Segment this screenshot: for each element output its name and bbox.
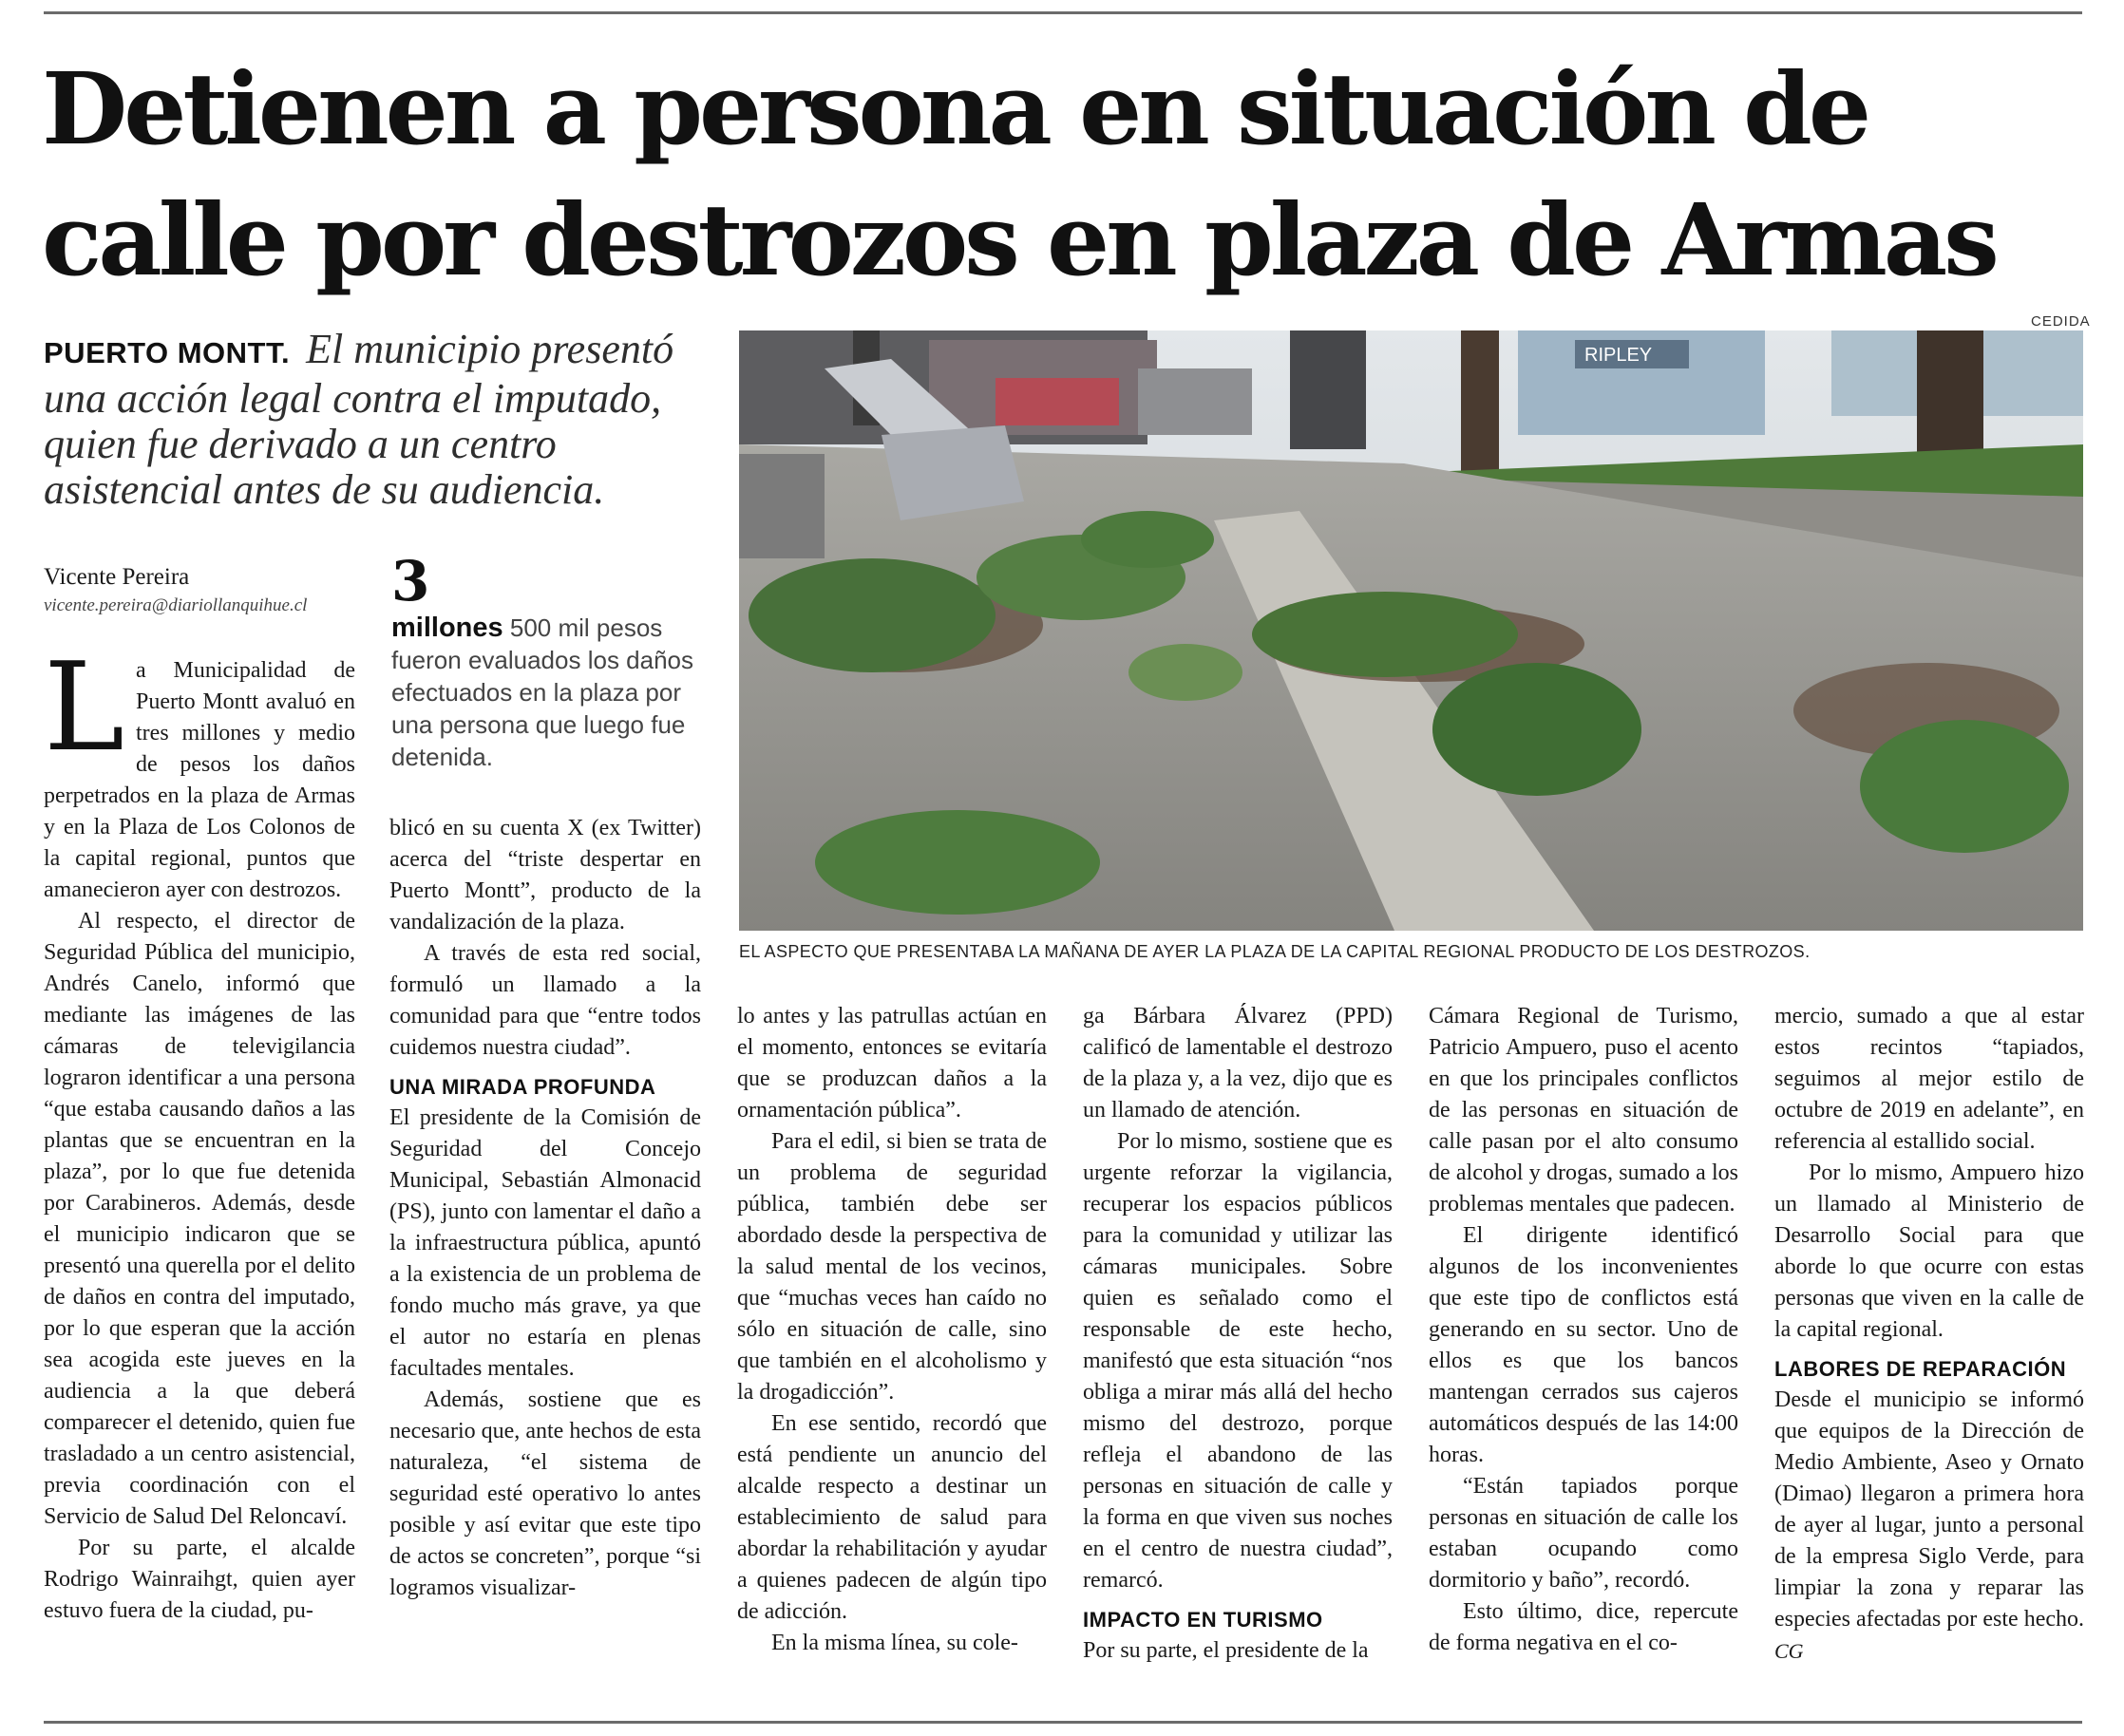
stat-number: 3 <box>391 549 430 613</box>
paragraph: En la misma línea, su cole- <box>771 1631 1018 1655</box>
paragraph: Al respecto, el director de Seguridad Pública del municipio, Andrés Canelo, informó que mediante las imágenes de las cámaras de televigilancia lograron identificar a una persona “que estaba causando daños a las plantas que se encuentran en la plaza”, por lo que fue detenida por Carabineros. Además, desde el municipio indicaron que se presentó una querella por el delito de daños en contra del imputado, por lo que esperan que la acción sea acogida este jueves en la audiencia a la que deberá comparecer el detenido, quien fue trasladado a un centro asistencial, previa coordinación con el Servicio de Salud Del Reloncaví. <box>44 909 355 1529</box>
headline-line-2: calle por destrozos en plaza de Armas <box>42 181 1996 298</box>
column-5 <box>1429 1001 1738 1659</box>
paragraph: Por su parte, el presidente de la <box>1083 1638 1369 1663</box>
author-email: vicente.pereira@diariollanquihue.cl <box>44 595 308 615</box>
ripley-sign: RIPLEY <box>1584 345 1653 366</box>
end-mark: CG <box>1774 1639 1804 1663</box>
column-2 <box>389 813 701 1604</box>
drop-cap: L <box>44 637 124 779</box>
subheading-labores-de-reparacion: LABORES DE REPARACIÓN <box>1774 1357 2067 1381</box>
article-photo <box>739 330 2083 931</box>
subheading-una-mirada-profunda: UNA MIRADA PROFUNDA <box>389 1075 656 1099</box>
paragraph: “Están tapiados porque personas en situación de calle los estaban ocupando como dormitorio y baño”, recordó. <box>1429 1474 1738 1593</box>
stat-text <box>391 612 705 773</box>
dateline: PUERTO MONTT. <box>44 336 291 369</box>
final-paragraph-text: Desde el municipio se informó que equipos de la Dirección de Medio Ambiente, Aseo y Ornato (Dimao) llegaron a primera hora de ayer al lugar, junto a personal de la empresa Siglo Verde, para limpiar la zona y reparar las especies afectadas por este hecho. <box>1774 1387 2084 1632</box>
deck <box>44 327 699 513</box>
paragraph: ga Bárbara Álvarez (PPD) calificó de lamentable el destrozo de la plaza y, a la vez, dijo que es un llamado de atención. <box>1083 1004 1393 1123</box>
photo-credit: CEDIDA <box>2031 313 2091 330</box>
column-3 <box>737 1001 1047 1659</box>
byline <box>44 562 367 619</box>
paragraph: Por lo mismo, Ampuero hizo un llamado al Ministerio de Desarrollo Social para que aborde lo que ocurre con estas personas que viven en la calle de la capital regional. <box>1774 1160 2084 1342</box>
paragraph: El dirigente identificó algunos de los inconvenientes que este tipo de conflictos está generando en su sector. Uno de ellos es que los bancos mantengan cerrados sus cajeros automáticos después de las 14:00 horas. <box>1429 1223 1738 1467</box>
paragraph: Esto último, dice, repercute de forma negativa en el co- <box>1429 1599 1738 1655</box>
stat-unit: millones <box>391 613 503 643</box>
paragraph: Además, sostiene que es necesario que, ante hechos de esta naturaleza, “el sistema de seguridad esté operativo lo antes posible y así evitar que este tipo de actos se concreten”, porque “si logramos visualizar- <box>389 1387 701 1600</box>
column-1 <box>44 637 355 1627</box>
lead-text: a Municipalidad de Puerto Montt avaluó en tres millones y medio de pesos los daños perpetrados en la plaza de Armas y en la Plaza de Los Colonos de la capital regional, puntos que amanecieron ayer con destrozos. <box>44 658 355 902</box>
subheading-impacto-en-turismo: IMPACTO EN TURISMO <box>1083 1608 1323 1632</box>
bottom-rule <box>44 1721 2082 1724</box>
paragraph: A través de esta red social, formuló un llamado a la comunidad para que “entre todos cuidemos nuestra ciudad”. <box>389 941 701 1060</box>
paragraph: Cámara Regional de Turismo, Patricio Ampuero, puso el acento en que los principales conflictos de las personas en situación de calle pasan por el alto consumo de alcohol y drogas, sumado a los problemas mentales que padecen. <box>1429 1004 1738 1217</box>
paragraph: Por lo mismo, sostiene que es urgente reforzar la vigilancia, recuperar los espacios públicos para la comunidad y utilizar las cámaras municipales. Sobre quien es señalado como el responsable de este hecho, manifestó que esta situación “nos obliga a mirar más allá del hecho mismo del destrozo, porque refleja el abandono de las personas en situación de calle y la forma en que viven sus noches en el centro de nuestra ciudad”, remarcó. <box>1083 1129 1393 1593</box>
deck-text: El municipio presentó una acción legal contra el imputado, quien fue derivado a un centro asistencial antes de su audiencia. <box>44 326 674 513</box>
headline <box>42 44 2094 306</box>
column-6 <box>1774 1001 2084 1668</box>
paragraph: Para el edil, si bien se trata de un problema de seguridad pública, también debe ser abordado desde la perspectiva de la salud mental de los vecinos, que “muchas veces han caído no sólo en situación de calle, sino que también en el alcoholismo y la drogadicción”. <box>737 1129 1047 1405</box>
lead-paragraph <box>44 637 355 906</box>
paragraph: mercio, sumado a que al estar estos recintos “tapiados, seguimos al mejor estilo de octubre de 2019 en adelante”, en referencia al estallido social. <box>1774 1004 2084 1154</box>
paragraph: El presidente de la Comisión de Seguridad del Concejo Municipal, Sebastián Almonacid (PS), junto con lamentar el daño a la infraestructura pública, apuntó a la existencia de un problema de fondo mucho más grave, ya que el autor no estaría en plenas facultades mentales. <box>389 1105 701 1381</box>
top-rule <box>44 11 2082 14</box>
author-name: Vicente Pereira <box>44 564 190 590</box>
plaza-photo-illustration <box>739 330 2083 931</box>
paragraph: blicó en su cuenta X (ex Twitter) acerca del “triste despertar en Puerto Montt”, producto de la vandalización de la plaza. <box>389 816 701 934</box>
stat-box <box>391 551 705 773</box>
stat-description: 500 mil pesos fueron evaluados los daños efectuados en la plaza por una persona que luego fue detenida. <box>391 613 694 771</box>
paragraph: lo antes y las patrullas actúan en el momento, entonces se evitaría que se produzcan daños a la ornamentación pública”. <box>737 1004 1047 1123</box>
paragraph: Por su parte, el alcalde Rodrigo Wainraihgt, quien ayer estuvo fuera de la ciudad, pu- <box>44 1536 355 1623</box>
headline-line-1: Detienen a persona en situación de <box>42 50 1868 167</box>
paragraph: En ese sentido, recordó que está pendiente un anuncio del alcalde respecto a destinar un establecimiento de salud para abordar la rehabilitación y ayudar a quienes padecen de algún tipo de adicción. <box>737 1411 1047 1624</box>
paragraph <box>1774 1385 2084 1668</box>
photo-caption: EL ASPECTO QUE PRESENTABA LA MAÑANA DE AYER LA PLAZA DE LA CAPITAL REGIONAL PRODUCTO DE LOS DESTROZOS. <box>739 942 1811 961</box>
column-4 <box>1083 1001 1393 1667</box>
